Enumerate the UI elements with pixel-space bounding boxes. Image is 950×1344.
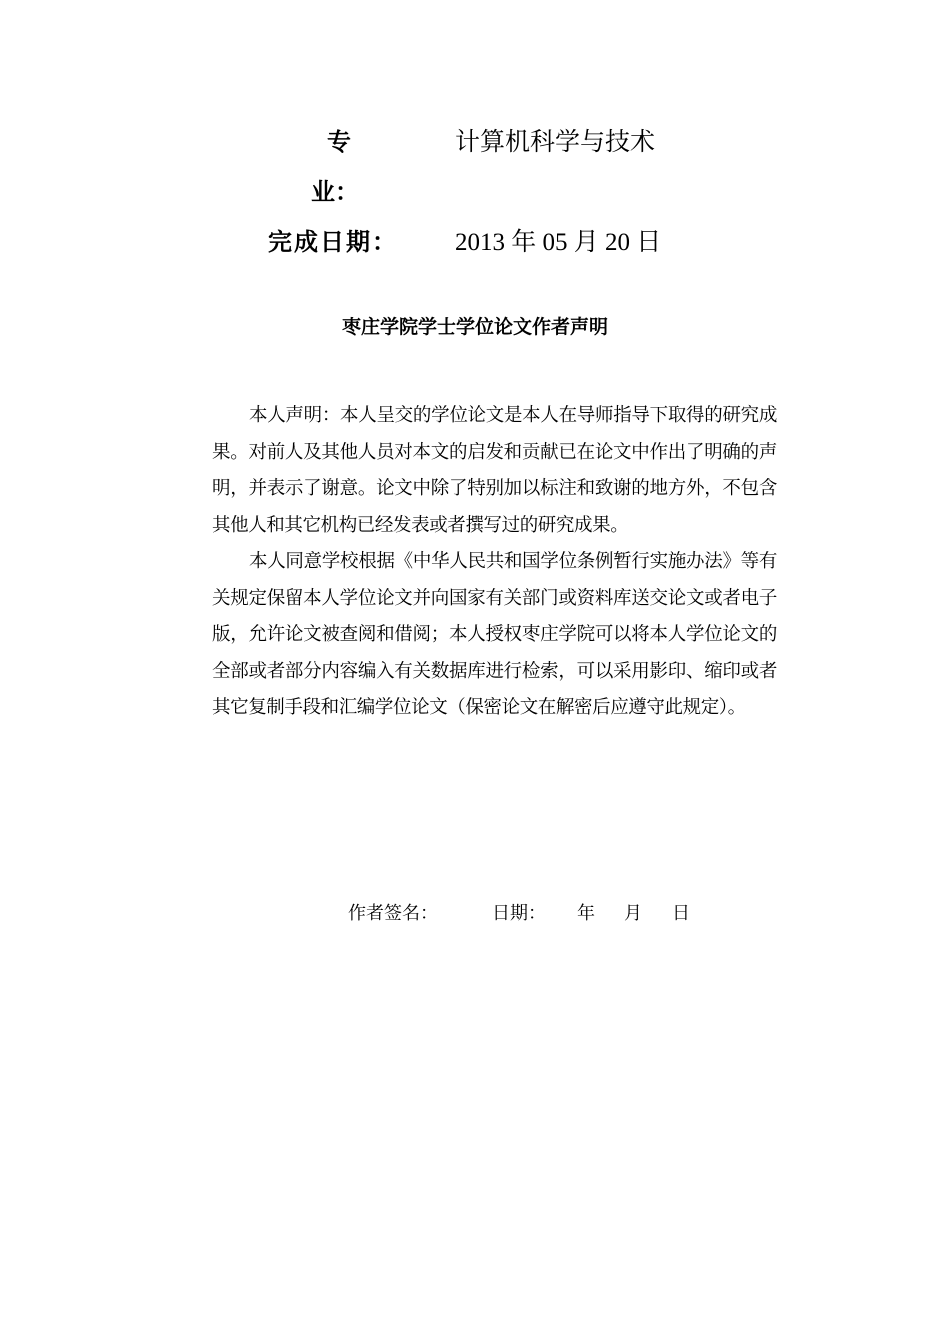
declaration-paragraph-2: 本人同意学校根据《中华人民共和国学位条例暂行实施办法》等有关规定保留本人学位论文并向国家有关部门或资料库送交论文或者电子版，允许论文被查阅和借阅；本人授权枣庄学院可以将本人学位论文的全部或者部分内容编入有关数据库进行检索，可以采用影印、缩印或者其它复制手段和汇编学位论文（保密论文在解密后应遵守此规定）。	[212, 551, 777, 718]
completion-date-value: 2013 年 05 月 20 日	[455, 229, 662, 256]
major-label-line2: 业：	[311, 178, 359, 206]
signature-year-label: 年	[577, 903, 595, 924]
declaration-paragraph-1: 本人声明：本人呈交的学位论文是本人在导师指导下取得的研究成果。对前人及其他人员对本文的启发和贡献已在论文中作出了明确的声明，并表示了谢意。论文中除了特别加以标注和致谢的地方外，不包含其他人和其它机构已经发表或者撰写过的研究成果。	[212, 405, 777, 536]
signature-date-label: 日期：	[492, 903, 546, 924]
author-signature-label: 作者签名：	[348, 903, 438, 924]
declaration-title: 枣庄学院学士学位论文作者声明	[341, 316, 608, 338]
signature-day-label: 日	[672, 903, 690, 924]
signature-month-label: 月	[624, 903, 642, 924]
completion-date-label: 完成日期：	[268, 228, 398, 256]
major-value: 计算机科学与技术	[455, 129, 656, 156]
major-label-line1: 专	[327, 128, 351, 156]
declaration-body	[212, 398, 777, 727]
signature-row	[0, 902, 950, 926]
